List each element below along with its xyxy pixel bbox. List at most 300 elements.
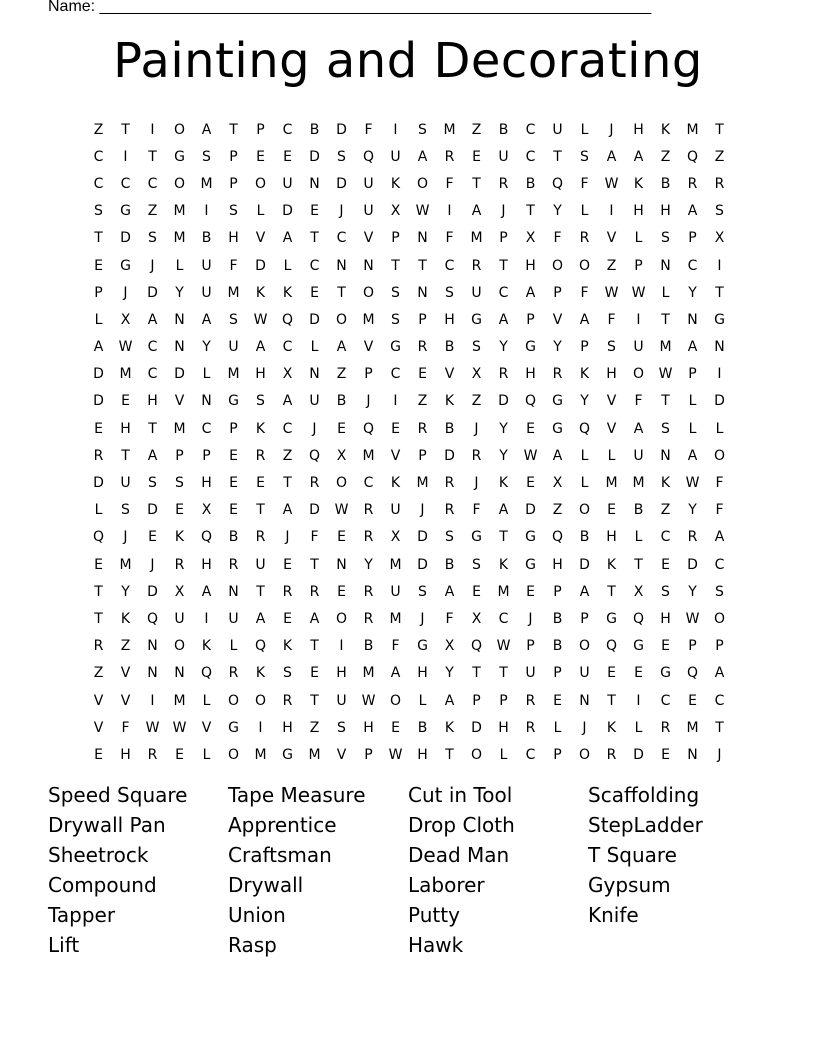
grid-letter: R: [309, 583, 320, 600]
grid-letter: S: [661, 230, 670, 247]
grid-letter: D: [147, 502, 158, 519]
grid-letter: P: [688, 366, 697, 383]
grid-letter: W: [361, 692, 376, 709]
grid-letter: L: [256, 203, 265, 220]
grid-letter: X: [714, 230, 725, 247]
grid-letter: D: [309, 502, 320, 519]
grid-letter: L: [202, 692, 211, 709]
grid-letter: Q: [254, 638, 267, 655]
grid-letter: Z: [660, 502, 671, 519]
grid-letter: Q: [92, 529, 105, 546]
grid-letter: O: [470, 746, 483, 763]
grid-letter: P: [526, 311, 535, 328]
grid-letter: E: [229, 502, 238, 519]
grid-letter: F: [364, 121, 373, 138]
grid-letter: G: [525, 339, 536, 356]
grid-letter: Q: [200, 665, 213, 682]
grid-letter: E: [607, 665, 616, 682]
grid-letter: R: [498, 366, 509, 383]
grid-letter: S: [337, 719, 346, 736]
grid-letter: W: [604, 175, 619, 192]
grid-letter: M: [173, 203, 186, 220]
grid-letter: B: [309, 121, 320, 138]
grid-letter: A: [714, 529, 725, 546]
grid-letter: C: [120, 175, 131, 192]
grid-letter: M: [227, 284, 240, 301]
grid-letter: P: [580, 610, 589, 627]
grid-letter: A: [525, 284, 536, 301]
word-list-item: Scaffolding: [588, 783, 700, 807]
grid-letter: M: [497, 583, 510, 600]
grid-letter: A: [714, 665, 725, 682]
grid-letter: A: [201, 121, 212, 138]
grid-letter: Z: [417, 393, 428, 410]
grid-letter: Y: [499, 447, 508, 464]
grid-letter: P: [499, 230, 508, 247]
grid-letter: C: [147, 175, 158, 192]
grid-letter: C: [282, 339, 293, 356]
grid-letter: S: [391, 284, 400, 301]
word-list-item: T Square: [588, 843, 677, 867]
grid-letter: G: [120, 257, 131, 274]
word-list-item: StepLadder: [588, 813, 703, 837]
grid-letter: Z: [309, 719, 320, 736]
word-list-item: Sheetrock: [48, 843, 149, 867]
grid-row: [85, 524, 733, 551]
grid-letter: P: [688, 638, 697, 655]
grid-letter: P: [364, 366, 373, 383]
grid-letter: O: [389, 692, 402, 709]
grid-letter: H: [120, 420, 131, 437]
grid-letter: I: [204, 610, 209, 627]
grid-letter: D: [93, 475, 104, 492]
grid-letter: P: [580, 339, 589, 356]
grid-letter: D: [147, 583, 158, 600]
grid-letter: Y: [499, 420, 508, 437]
grid-letter: U: [282, 175, 293, 192]
grid-letter: A: [471, 203, 482, 220]
grid-letter: J: [420, 610, 425, 627]
grid-letter: L: [94, 311, 103, 328]
grid-letter: M: [470, 230, 483, 247]
grid-letter: S: [472, 339, 481, 356]
grid-row: [85, 143, 733, 170]
grid-letter: H: [201, 556, 212, 573]
grid-letter: L: [634, 719, 643, 736]
grid-letter: T: [607, 583, 616, 600]
grid-letter: C: [336, 230, 347, 247]
grid-letter: D: [93, 366, 104, 383]
grid-letter: R: [714, 175, 725, 192]
grid-letter: G: [606, 610, 617, 627]
grid-letter: P: [553, 583, 562, 600]
grid-letter: R: [687, 529, 698, 546]
grid-letter: A: [606, 148, 617, 165]
grid-letter: U: [471, 284, 482, 301]
grid-letter: R: [525, 719, 536, 736]
grid-letter: V: [444, 366, 455, 383]
grid-letter: D: [120, 230, 131, 247]
grid-letter: K: [255, 665, 266, 682]
grid-letter: E: [229, 475, 238, 492]
word-list-item: Apprentice: [228, 813, 337, 837]
grid-letter: Y: [175, 284, 184, 301]
grid-letter: X: [390, 203, 401, 220]
grid-letter: B: [660, 175, 671, 192]
grid-letter: V: [606, 420, 617, 437]
grid-letter: Y: [202, 339, 211, 356]
grid-letter: R: [93, 638, 104, 655]
grid-letter: C: [498, 610, 509, 627]
grid-letter: E: [391, 420, 400, 437]
grid-letter: H: [552, 556, 563, 573]
grid-letter: E: [148, 529, 157, 546]
grid-letter: W: [172, 719, 187, 736]
grid-letter: D: [336, 121, 347, 138]
grid-letter: L: [634, 230, 643, 247]
grid-letter: Q: [362, 148, 375, 165]
grid-letter: N: [417, 284, 428, 301]
grid-letter: E: [283, 610, 292, 627]
grid-letter: M: [173, 692, 186, 709]
grid-letter: Z: [471, 121, 482, 138]
grid-letter: X: [201, 502, 212, 519]
grid-letter: L: [634, 529, 643, 546]
grid-letter: J: [717, 746, 722, 763]
grid-letter: N: [147, 638, 158, 655]
grid-letter: Z: [606, 257, 617, 274]
grid-row: [85, 442, 733, 469]
grid-letter: R: [282, 692, 293, 709]
grid-letter: X: [444, 638, 455, 655]
grid-letter: N: [687, 311, 698, 328]
grid-row: [85, 198, 733, 225]
grid-letter: P: [499, 692, 508, 709]
grid-letter: L: [607, 447, 616, 464]
grid-letter: Y: [445, 665, 454, 682]
grid-letter: E: [121, 393, 130, 410]
grid-letter: O: [578, 502, 591, 519]
grid-letter: R: [660, 719, 671, 736]
grid-letter: T: [121, 121, 130, 138]
grid-letter: J: [420, 502, 425, 519]
word-list-item: Gypsum: [588, 873, 671, 897]
grid-letter: D: [309, 148, 320, 165]
grid-letter: Y: [553, 203, 562, 220]
grid-letter: K: [174, 529, 185, 546]
grid-letter: W: [685, 475, 700, 492]
word-list-item: Cut in Tool: [408, 783, 513, 807]
grid-letter: P: [229, 175, 238, 192]
grid-letter: M: [686, 121, 699, 138]
grid-letter: A: [282, 230, 293, 247]
grid-letter: G: [417, 638, 428, 655]
grid-letter: Y: [580, 393, 589, 410]
grid-letter: B: [228, 529, 239, 546]
grid-letter: S: [715, 583, 724, 600]
grid-letter: X: [390, 529, 401, 546]
grid-letter: K: [120, 610, 131, 627]
grid-letter: O: [254, 692, 267, 709]
grid-letter: K: [606, 556, 617, 573]
grid-letter: U: [120, 475, 131, 492]
grid-letter: R: [309, 475, 320, 492]
grid-letter: O: [227, 746, 240, 763]
grid-letter: A: [255, 339, 266, 356]
grid-letter: T: [310, 692, 319, 709]
grid-row: [85, 497, 733, 524]
grid-letter: P: [256, 121, 265, 138]
grid-letter: E: [94, 746, 103, 763]
grid-letter: K: [444, 393, 455, 410]
grid-row: [85, 361, 733, 388]
grid-letter: J: [150, 257, 155, 274]
grid-letter: V: [201, 719, 212, 736]
grid-letter: A: [444, 583, 455, 600]
grid-letter: E: [256, 148, 265, 165]
grid-letter: Y: [688, 284, 697, 301]
grid-letter: T: [148, 148, 157, 165]
grid-letter: P: [472, 692, 481, 709]
grid-letter: J: [150, 556, 155, 573]
grid-letter: F: [310, 529, 319, 546]
grid-letter: I: [258, 719, 263, 736]
grid-letter: V: [606, 230, 617, 247]
grid-letter: F: [472, 502, 481, 519]
grid-letter: T: [121, 447, 130, 464]
grid-letter: R: [471, 447, 482, 464]
grid-letter: E: [337, 529, 346, 546]
grid-letter: E: [472, 148, 481, 165]
grid-letter: S: [445, 284, 454, 301]
grid-letter: K: [579, 366, 590, 383]
grid-letter: R: [255, 447, 266, 464]
grid-letter: I: [204, 203, 209, 220]
grid-letter: Z: [93, 121, 104, 138]
grid-letter: R: [687, 175, 698, 192]
grid-letter: O: [578, 638, 591, 655]
grid-letter: W: [604, 284, 619, 301]
grid-letter: G: [525, 529, 536, 546]
grid-letter: S: [229, 311, 238, 328]
grid-letter: P: [418, 447, 427, 464]
grid-letter: G: [228, 719, 239, 736]
grid-letter: M: [362, 447, 375, 464]
word-list-item: Compound: [48, 873, 157, 897]
grid-letter: N: [336, 556, 347, 573]
grid-letter: V: [390, 447, 401, 464]
grid-letter: T: [715, 121, 724, 138]
grid-letter: B: [336, 393, 347, 410]
grid-letter: G: [471, 311, 482, 328]
word-list-item: Tapper: [48, 903, 116, 927]
grid-letter: B: [201, 230, 212, 247]
grid-letter: C: [147, 366, 158, 383]
grid-letter: V: [174, 393, 185, 410]
grid-letter: R: [579, 230, 590, 247]
grid-letter: X: [633, 583, 644, 600]
grid-letter: J: [474, 420, 479, 437]
grid-letter: U: [363, 175, 374, 192]
grid-letter: O: [173, 121, 186, 138]
grid-letter: C: [282, 420, 293, 437]
grid-letter: U: [201, 284, 212, 301]
word-list-item: Laborer: [408, 873, 485, 897]
grid-letter: F: [121, 719, 130, 736]
grid-letter: U: [633, 447, 644, 464]
grid-letter: F: [229, 257, 238, 274]
grid-letter: E: [337, 583, 346, 600]
grid-letter: A: [498, 311, 509, 328]
grid-letter: I: [636, 311, 641, 328]
grid-letter: V: [552, 311, 563, 328]
grid-letter: H: [633, 121, 644, 138]
grid-letter: A: [93, 339, 104, 356]
grid-letter: S: [715, 203, 724, 220]
grid-row: [85, 605, 733, 632]
grid-letter: I: [393, 393, 398, 410]
grid-letter: U: [525, 665, 536, 682]
grid-letter: A: [579, 311, 590, 328]
grid-letter: A: [687, 203, 698, 220]
grid-letter: S: [661, 420, 670, 437]
grid-letter: I: [339, 638, 344, 655]
grid-letter: U: [633, 339, 644, 356]
grid-letter: O: [335, 475, 348, 492]
grid-letter: T: [283, 475, 292, 492]
grid-letter: A: [255, 610, 266, 627]
grid-letter: C: [201, 420, 212, 437]
word-list-item: Speed Square: [48, 783, 188, 807]
grid-letter: S: [175, 475, 184, 492]
grid-letter: X: [525, 230, 536, 247]
grid-letter: N: [714, 339, 725, 356]
grid-letter: K: [660, 121, 671, 138]
grid-letter: L: [175, 257, 184, 274]
grid-letter: Y: [364, 556, 373, 573]
grid-letter: W: [685, 610, 700, 627]
grid-letter: C: [390, 366, 401, 383]
word-list-item: Drywall: [228, 873, 304, 897]
grid-letter: B: [444, 339, 455, 356]
grid-row: [85, 116, 733, 143]
grid-letter: S: [229, 203, 238, 220]
grid-row: [85, 633, 733, 660]
grid-letter: P: [229, 420, 238, 437]
grid-letter: T: [715, 284, 724, 301]
grid-letter: S: [472, 556, 481, 573]
grid-letter: J: [609, 121, 614, 138]
grid-letter: M: [632, 475, 645, 492]
grid-letter: C: [93, 148, 104, 165]
grid-letter: K: [390, 475, 401, 492]
grid-letter: Z: [552, 502, 563, 519]
grid-letter: S: [391, 311, 400, 328]
grid-letter: L: [580, 203, 589, 220]
grid-letter: R: [444, 148, 455, 165]
grid-letter: R: [444, 502, 455, 519]
grid-letter: R: [228, 665, 239, 682]
word-list-item: Union: [228, 903, 286, 927]
grid-letter: C: [363, 475, 374, 492]
grid-row: [85, 714, 733, 741]
grid-letter: P: [94, 284, 103, 301]
grid-letter: U: [390, 583, 401, 600]
grid-letter: H: [498, 719, 509, 736]
grid-letter: P: [526, 638, 535, 655]
grid-letter: S: [418, 121, 427, 138]
grid-letter: S: [283, 665, 292, 682]
grid-letter: J: [582, 719, 587, 736]
grid-letter: C: [525, 148, 536, 165]
grid-letter: V: [606, 393, 617, 410]
grid-letter: O: [551, 257, 564, 274]
grid-letter: G: [120, 203, 131, 220]
grid-letter: Q: [470, 638, 483, 655]
grid-letter: H: [336, 665, 347, 682]
grid-letter: Q: [524, 393, 537, 410]
grid-letter: N: [687, 746, 698, 763]
grid-letter: W: [415, 203, 430, 220]
grid-letter: Q: [308, 447, 321, 464]
grid-letter: T: [499, 665, 508, 682]
grid-letter: A: [201, 311, 212, 328]
grid-letter: E: [391, 719, 400, 736]
grid-letter: J: [501, 203, 506, 220]
grid-letter: N: [579, 692, 590, 709]
grid-letter: O: [578, 257, 591, 274]
grid-letter: U: [255, 556, 266, 573]
grid-letter: T: [391, 257, 400, 274]
grid-row: [85, 252, 733, 279]
grid-letter: L: [553, 719, 562, 736]
grid-letter: T: [661, 311, 670, 328]
grid-letter: T: [472, 665, 481, 682]
grid-letter: R: [363, 583, 374, 600]
grid-letter: N: [309, 366, 320, 383]
grid-letter: B: [444, 420, 455, 437]
grid-letter: B: [444, 556, 455, 573]
grid-letter: S: [148, 475, 157, 492]
grid-letter: U: [309, 393, 320, 410]
grid-letter: B: [363, 638, 374, 655]
grid-letter: S: [337, 148, 346, 165]
grid-letter: I: [717, 366, 722, 383]
word-list-item: Dead Man: [408, 843, 510, 867]
grid-letter: S: [418, 583, 427, 600]
grid-letter: E: [310, 665, 319, 682]
grid-letter: N: [174, 665, 185, 682]
grid-letter: A: [579, 583, 590, 600]
grid-letter: P: [688, 230, 697, 247]
grid-letter: R: [444, 475, 455, 492]
grid-letter: D: [471, 719, 482, 736]
grid-letter: E: [634, 665, 643, 682]
grid-letter: X: [174, 583, 185, 600]
page-title: Painting and Decorating: [113, 33, 703, 89]
grid-letter: M: [119, 556, 132, 573]
grid-letter: O: [173, 638, 186, 655]
grid-letter: E: [94, 257, 103, 274]
grid-letter: R: [363, 502, 374, 519]
grid-letter: E: [283, 148, 292, 165]
grid-letter: A: [282, 393, 293, 410]
grid-letter: H: [228, 230, 239, 247]
grid-letter: A: [444, 692, 455, 709]
grid-letter: E: [688, 692, 697, 709]
grid-letter: D: [309, 311, 320, 328]
grid-row: [85, 741, 733, 768]
